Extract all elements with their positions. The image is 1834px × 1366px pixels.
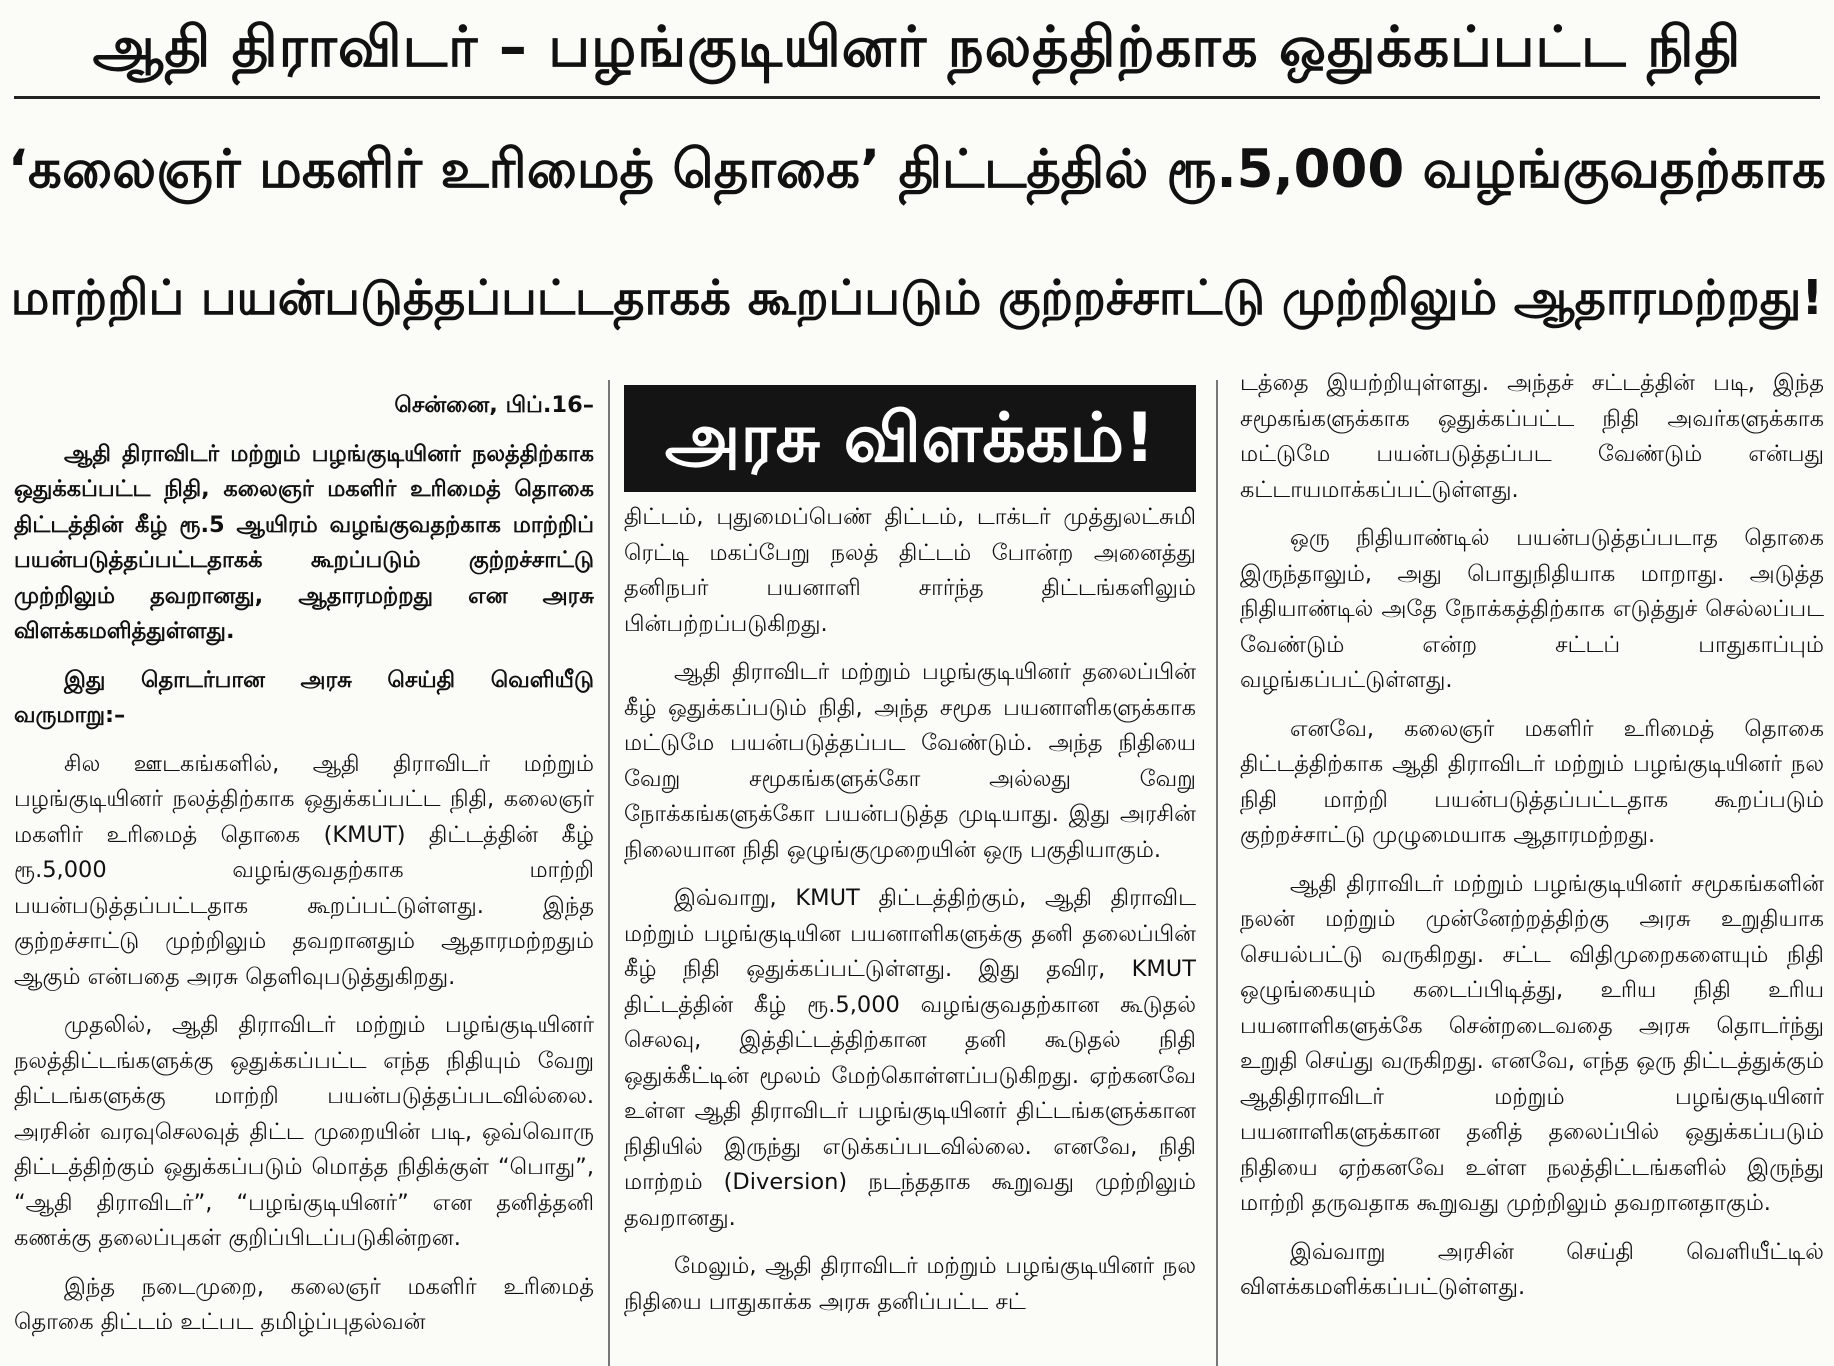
paragraph: மேலும், ஆதி திராவிடர் மற்றும் பழங்குடியினர் நல நிதியை பாதுகாக்க அரசு தனிப்பட்ட சட் (624, 1253, 1196, 1315)
paragraph: இவ்வாறு, KMUT திட்டத்திற்கும், ஆதி திராவிட மற்றும் பழங்குடியின பயனாளிகளுக்கு தனி தலைப்பின் கீழ் நிதி ஒதுக்கப்பட்டுள்ளது. இது தவிர, KMUT திட்டத்தின் கீழ் ரூ.5,000 வழங்குவதற்கான கூடுதல் செலவு, இத்திட்டத்திற்கான தனி கூடுதல் நிதி ஒதுக்கீட்டின் மூலம் மேற்கொள்ளப்படுகிறது. ஏற்கனவே உள்ள ஆதி திராவிடர் பழங்குடியினர் திட்டங்களுக்கான நிதியில் இருந்து எடுக்கப்படவில்லை. எனவே, நிதி மாற்றம் (Diversion) நடந்ததாக கூறுவது முற்றிலும் தவறானது. (624, 885, 1196, 1231)
lead-paragraph: ஆதி திராவிடர் மற்றும் பழங்குடியினர் நலத்திற்காக ஒதுக்கப்பட்ட நிதி, கலைஞர் மகளிர் உரிமைத் தொகை திட்டத்தின் கீழ் ரூ.5 ஆயிரம் வழங்குவதற்காக மாற்றிப் பயன்படுத்தப்பட்டதாகக் கூறப்படும் குற்றச்சாட்டு முற்றிலும் தவறானது, ஆதாரமற்றது என அரசு விளக்கமளித்துள்ளது. (14, 440, 594, 644)
article-column-2 (624, 500, 1196, 1366)
paragraph: இந்த நடைமுறை, கலைஞர் மகளிர் உரிமைத் தொகை திட்டம் உட்பட தமிழ்ப்புதல்வன் (14, 1273, 594, 1335)
kicker-rule (14, 96, 1820, 99)
paragraph: முதலில், ஆதி திராவிடர் மற்றும் பழங்குடியினர் நலத்திட்டங்களுக்கு ஒதுக்கப்பட்ட எந்த நிதியும் வேறு திட்டங்களுக்கு மாற்றி பயன்படுத்தப்படவில்லை. அரசின் வரவுசெலவுத் திட்ட முறையின் படி, ஒவ்வொரு திட்டத்திற்கும் ஒதுக்கப்படும் மொத்த நிதிக்குள் “பொது”, “ஆதி திராவிடர்”, “பழங்குடியினர்” என தனித்தனி கணக்கு தலைப்புகள் குறிப்பிடப்படுகின்றன. (14, 1012, 594, 1251)
main-headline-line-1: ‘கலைஞர் மகளிர் உரிமைத் தொகை’ திட்டத்தில் ரூ.5,000 வழங்குவதற்காக (7, 139, 1827, 200)
paragraph: ஆதி திராவிடர் மற்றும் பழங்குடியினர் சமூகங்களின் நலன் மற்றும் முன்னேற்றத்திற்கு அரசு உறுதியாக செயல்பட்டு வருகிறது. சட்ட விதிமுறைகளையும் நிதி ஒழுங்கையும் கடைப்பிடித்து, உரிய நிதி உரிய பயனாளிகளுக்கே சென்றடைவதை அரசு தொடர்ந்து உறுதி செய்து வருகிறது. எனவே, எந்த ஒரு திட்டத்துக்கும் ஆதிதிராவிடர் மற்றும் பழங்குடியினர் பயனாளிகளுக்கான தனித் தலைப்பில் ஒதுக்கப்படும் நிதியை ஏற்கனவே உள்ள நலத்திட்டங்களில் இருந்து மாற்றி தருவதாக கூறுவது முற்றிலும் தவறானதாகும். (1240, 870, 1824, 1216)
column-divider-2 (1216, 380, 1218, 1366)
section-banner: அரசு விளக்கம்! (624, 385, 1196, 492)
intro-paragraph: இது தொடர்பான அரசு செய்தி வெளியீடு வருமாறு:– (14, 666, 594, 728)
main-headline-line-2: மாற்றிப் பயன்படுத்தப்பட்டதாகக் கூறப்படும் குற்றச்சாட்டு முற்றிலும் ஆதாரமற்றது! (10, 270, 1824, 326)
paragraph: ஒரு நிதியாண்டில் பயன்படுத்தப்படாத தொகை இருந்தாலும், அது பொதுநிதியாக மாறாது. அடுத்த நிதியாண்டில் அதே நோக்கத்திற்காக எடுத்துச் செல்லப்பட வேண்டும் என்ற சட்டப் பாதுகாப்பும் வழங்கப்பட்டுள்ளது. (1240, 525, 1824, 693)
paragraph: எனவே, கலைஞர் மகளிர் உரிமைத் தொகை திட்டத்திற்காக ஆதி திராவிடர் மற்றும் பழங்குடியினர் நல நிதி மாற்றி பயன்படுத்தப்பட்டதாக கூறப்படும் குற்றச்சாட்டு முழுமையாக ஆதாரமற்றது. (1240, 715, 1824, 848)
column-divider-1 (608, 380, 610, 1366)
paragraph: இவ்வாறு அரசின் செய்தி வெளியீட்டில் விளக்கமளிக்கப்பட்டுள்ளது. (1240, 1238, 1824, 1300)
paragraph: டத்தை இயற்றியுள்ளது. அந்தச் சட்டத்தின் படி, இந்த சமூகங்களுக்காக ஒதுக்கப்பட்ட நிதி அவர்களுக்காக மட்டுமே பயன்படுத்தப்பட வேண்டும் என்பது கட்டாயமாக்கப்பட்டுள்ளது. (1240, 370, 1824, 503)
article-column-1 (14, 388, 594, 1366)
paragraph: சில ஊடகங்களில், ஆதி திராவிடர் மற்றும் பழங்குடியினர் நலத்திற்காக ஒதுக்கப்பட்ட நிதி, கலைஞர் மகளிர் உரிமைத் தொகை (KMUT) திட்டத்தின் கீழ் ரூ.5,000 வழங்குவதற்காக மாற்றி பயன்படுத்தப்பட்டதாக கூறப்பட்டுள்ளது. இந்த குற்றச்சாட்டு முற்றிலும் தவறானதும் ஆதாரமற்றதும் ஆகும் என்பதை அரசு தெளிவுபடுத்துகிறது. (14, 750, 594, 990)
dateline: சென்னை, பிப்.16– (394, 392, 594, 418)
article-column-3 (1240, 366, 1824, 1366)
paragraph: திட்டம், புதுமைப்பெண் திட்டம், டாக்டர் முத்துலட்சுமி ரெட்டி மகப்பேறு நலத் திட்டம் போன்ற அனைத்து தனிநபர் பயனாளி சார்ந்த திட்டங்களிலும் பின்பற்றப்படுகிறது. (624, 504, 1196, 637)
kicker-headline: ஆதி திராவிடர் – பழங்குடியினர் நலத்திற்காக ஒதுக்கப்பட்ட நிதி (92, 15, 1742, 80)
paragraph: ஆதி திராவிடர் மற்றும் பழங்குடியினர் தலைப்பின் கீழ் ஒதுக்கப்படும் நிதி, அந்த சமூக பயனாளிகளுக்காக மட்டுமே பயன்படுத்தப்பட வேண்டும். அந்த நிதியை வேறு சமூகங்களுக்கோ அல்லது வேறு நோக்கங்களுக்கோ பயன்படுத்த முடியாது. இது அரசின் நிலையான நிதி ஒழுங்குமுறையின் ஒரு பகுதியாகும். (624, 659, 1196, 863)
